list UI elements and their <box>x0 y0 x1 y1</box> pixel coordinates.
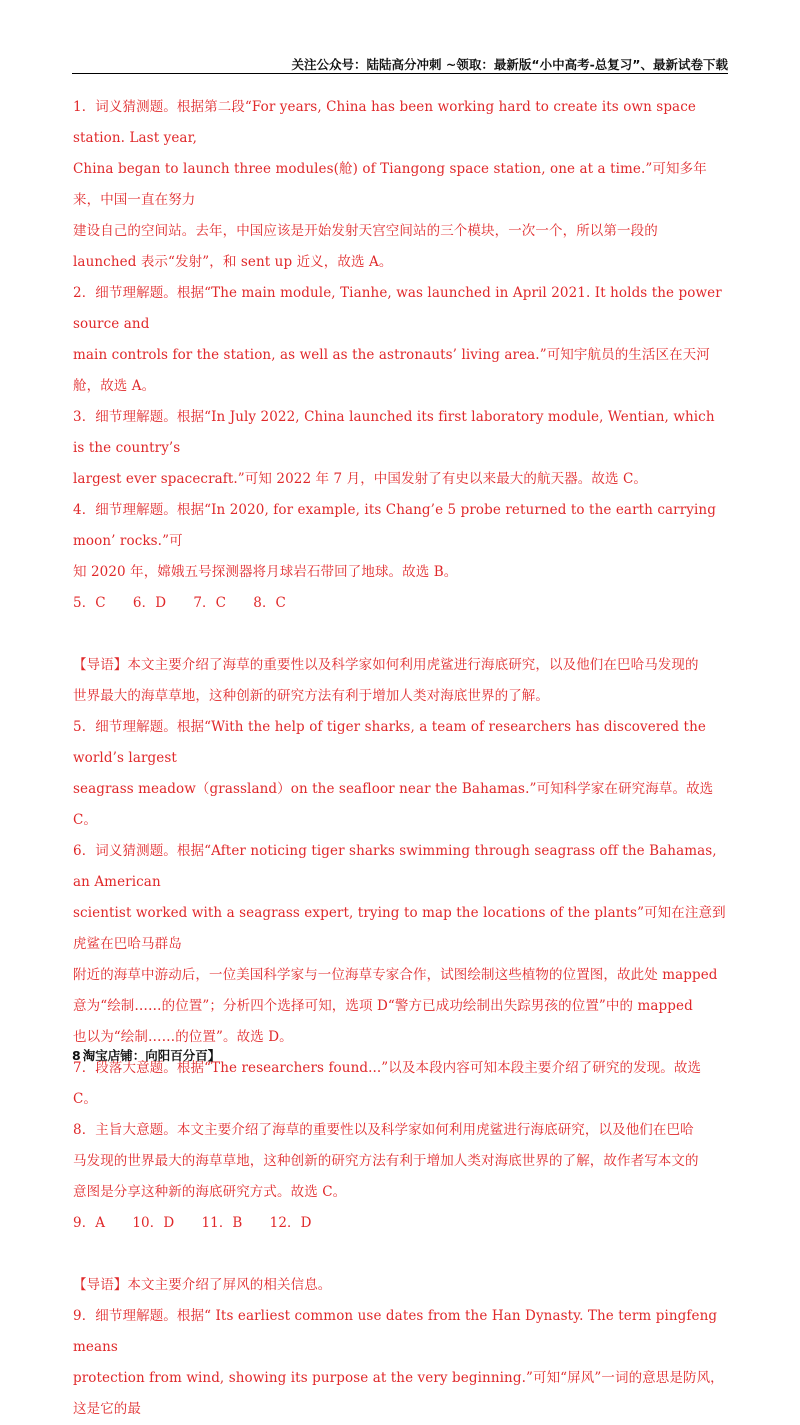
intro-line: 【导语】本文主要介绍了海草的重要性以及科学家如何利用虎鲨进行海底研究，以及他们在巴哈马发现的 <box>73 657 699 673</box>
text-line: 世界最大的海草草地，这种创新的研究方法有利于增加人类对海底世界的了解。 <box>73 688 549 704</box>
header-divider <box>72 73 728 74</box>
text-line: scientist worked with a seagrass expert, trying to map the locations of the plants”可知在注意到虎鲨在巴哈马群岛 <box>73 905 726 952</box>
text-line: 8．主旨大意题。本文主要介绍了海草的重要性以及科学家如何利用虎鲨进行海底研究，以及他们在巴哈 <box>73 1122 694 1138</box>
text-line: 5．细节理解题。根据“With the help of tiger sharks, a team of researchers has discovered the world’s largest <box>73 719 706 766</box>
text-line: China began to launch three modules(舱) of Tiangong space station, one at a time.”可知多年来，中国一直在努力 <box>73 161 707 208</box>
footer-text: 淘宝店铺：向阳百分百】 <box>82 1048 221 1063</box>
text-line: 2．细节理解题。根据“The main module, Tianhe, was launched in April 2021. It holds the power source and <box>73 285 722 332</box>
text-line: 知 2020 年，嫦娥五号探测器将月球岩石带回了地球。故选 B。 <box>73 564 458 580</box>
text-line: main controls for the station, as well as the astronauts’ living area.”可知宇航员的生活区在天河舱，故选 A。 <box>73 347 710 394</box>
text-line: largest ever spacecraft.”可知 2022 年 7 月，中国发射了有史以来最大的航天器。故选 C。 <box>73 471 648 487</box>
text-line: 3．细节理解题。根据“In July 2022, China launched its first laboratory module, Wentian, which is the country’s <box>73 409 715 456</box>
text-line: 建设自己的空间站。去年，中国应该是开始发射天宫空间站的三个模块，一次一个，所以第一段的 <box>73 223 658 239</box>
answer-key-line: 9．A 10．D 11．B 12．D <box>73 1215 312 1231</box>
text-line: 附近的海草中游动后，一位美国科学家与一位海草专家合作，试图绘制这些植物的位置图，故此处 mapped <box>73 967 718 983</box>
text-line: 也以为“绘制……的位置”。故选 D。 <box>73 1029 293 1045</box>
paragraph-gap <box>73 1239 729 1270</box>
text-line: 6．词义猜测题。根据“After noticing tiger sharks swimming through seagrass off the Bahamas, an American <box>73 843 717 890</box>
page-number: 8 <box>72 1048 81 1063</box>
text-line: protection from wind, showing its purpose at the very beginning.”可知“屏风”一词的意思是防风，这是它的最 <box>73 1370 724 1417</box>
text-line: 4．细节理解题。根据“In 2020, for example, its Chang’e 5 probe returned to the earth carrying moon’ rocks.”可 <box>73 502 716 549</box>
text-line: 意图是分享这种新的海底研究方式。故选 C。 <box>73 1184 347 1200</box>
page-header: 关注公众号：陆陆高分冲刺 ~领取：最新版“小中高考-总复习”、最新试卷下载 <box>291 57 728 72</box>
paragraph-gap <box>73 619 729 650</box>
page-footer <box>72 1046 220 1064</box>
answer-key-line: 5．C 6．D 7．C 8．C <box>73 595 286 611</box>
text-line: seagrass meadow（grassland）on the seafloor near the Bahamas.”可知科学家在研究海草。故选 C。 <box>73 781 714 828</box>
intro-line: 【导语】本文主要介绍了屏风的相关信息。 <box>73 1277 332 1293</box>
text-line: launched 表示“发射”，和 sent up 近义，故选 A。 <box>73 254 393 270</box>
text-line: 9．细节理解题。根据“ Its earliest common use dates from the Han Dynasty. The term pingfeng means <box>73 1308 718 1355</box>
text-line: 马发现的世界最大的海草草地，这种创新的研究方法有利于增加人类对海底世界的了解，故作者写本文的 <box>73 1153 699 1169</box>
text-line: 7．段落大意题。根据“The researchers found...”以及本段内容可知本段主要介绍了研究的发现。故选 C。 <box>73 1060 702 1107</box>
text-line: 意为“绘制……的位置”；分析四个选择可知，选项 D“警方已成功绘制出失踪男孩的位置”中的 mapped <box>73 998 693 1014</box>
answer-content <box>73 92 729 1425</box>
text-line: 1．词义猜测题。根据第二段“For years, China has been working hard to create its own space station. Last year, <box>73 99 696 146</box>
